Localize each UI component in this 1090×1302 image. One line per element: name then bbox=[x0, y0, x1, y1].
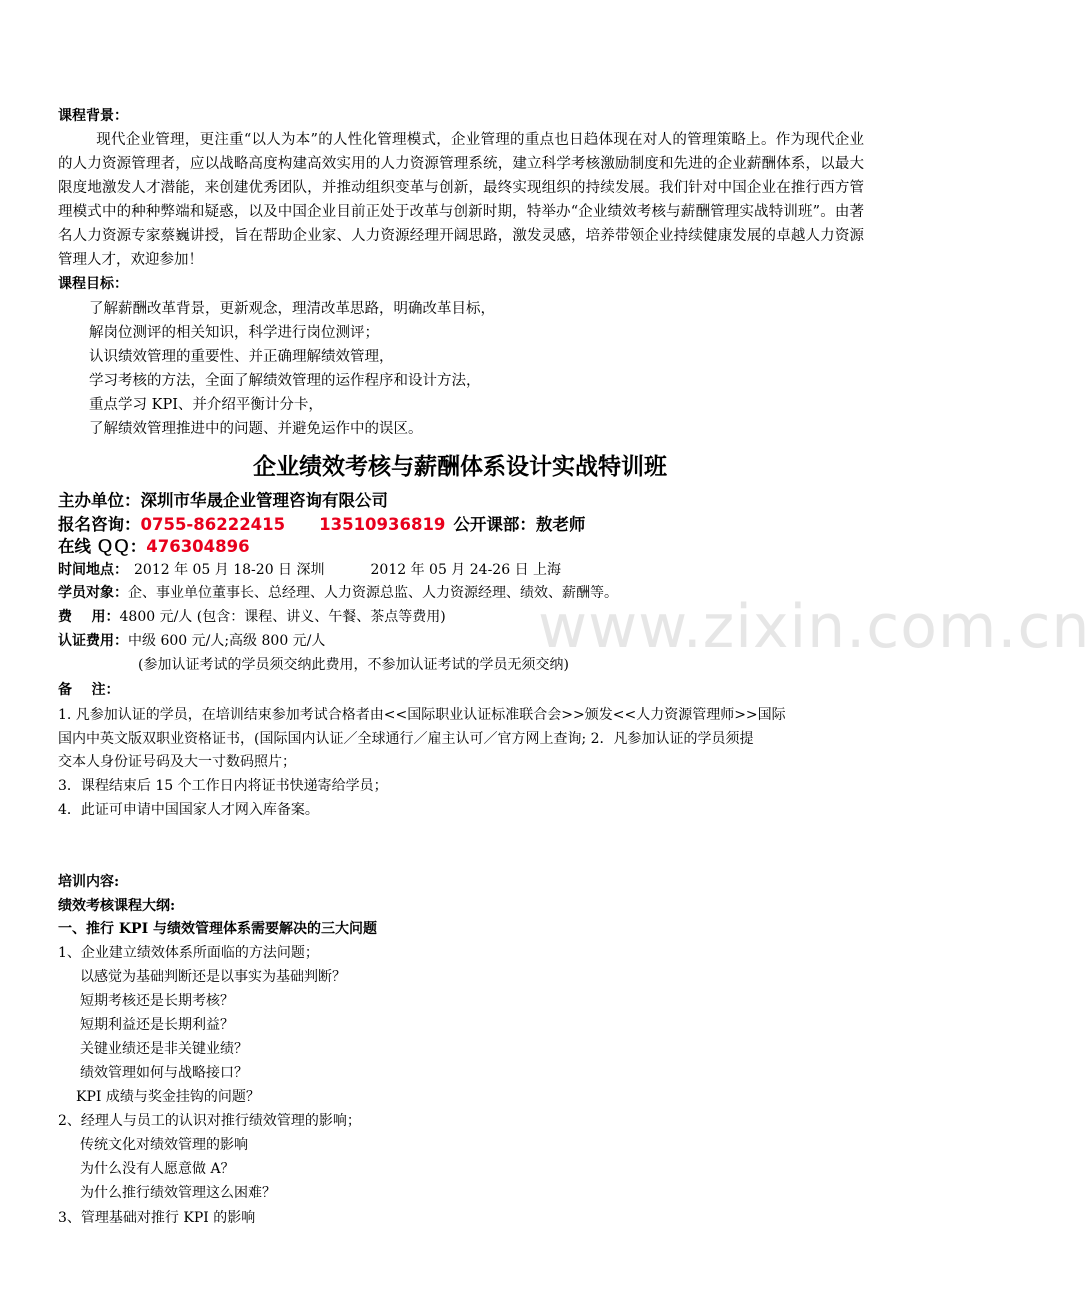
outline-subitem: 短期考核还是长期考核？ bbox=[80, 993, 234, 1009]
schedule-session-2: 2012 年 05 月 24-26 日 上海 bbox=[370, 562, 562, 578]
audience-value: 企、事业单位董事长、总经理、人力资源总监、人力资源经理、绩效、薪酬等。 bbox=[128, 585, 618, 601]
outline-subitem: 传统文化对绩效管理的影响 bbox=[80, 1137, 248, 1153]
qq-value: 476304896 bbox=[146, 537, 250, 556]
notes-line: 4．此证可申请中国国家人才网入库备案。 bbox=[58, 802, 319, 818]
goals-heading: 课程目标： bbox=[58, 276, 128, 292]
notes-line: 交本人身份证号码及大一寸数码照片； bbox=[58, 754, 296, 770]
notes-line: 国内中英文版双职业资格证书，(国际国内认证／全球通行／雇主认可／官方网上查询; 2．凡参加认证的学员须提 bbox=[58, 731, 754, 747]
goal-item: 认识绩效管理的重要性、并正确理解绩效管理， bbox=[89, 349, 394, 365]
fee-label: 费 用： bbox=[58, 609, 120, 625]
page-title: 企业绩效考核与薪酬体系设计实战特训班 bbox=[253, 453, 667, 480]
goal-item: 解岗位测评的相关知识，科学进行岗位测评； bbox=[89, 325, 379, 341]
outline-subitem: 关键业绩还是非关键业绩？ bbox=[80, 1041, 248, 1057]
outline-subitem: 绩效管理如何与战略接口？ bbox=[80, 1065, 248, 1081]
notes-heading: 备 注： bbox=[58, 682, 120, 698]
outline-item-2: 2、经理人与员工的认识对推行绩效管理的影响； bbox=[58, 1113, 361, 1129]
notes-line: 3．课程结束后 15 个工作日内将证书快递寄给学员； bbox=[58, 778, 388, 794]
section-1-heading: 一、推行 KPI 与绩效管理体系需要解决的三大问题 bbox=[58, 921, 377, 937]
fee-value: 4800 元/人 (包含：课程、讲义、午餐、茶点等费用) bbox=[119, 609, 446, 625]
goal-item: 重点学习 KPI、并介绍平衡计分卡， bbox=[89, 397, 323, 413]
schedule-label: 时间地点： bbox=[58, 562, 128, 578]
notes-line: 1. 凡参加认证的学员，在培训结束参加考试合格者由<<国际职业认证标准联合会>>颁发<<人力资源管理师>>国际 bbox=[58, 707, 786, 723]
outline-subitem: 为什么没有人愿意做 A？ bbox=[80, 1161, 235, 1177]
dept-value: 敖老师 bbox=[535, 515, 586, 534]
outline-subitem: 短期利益还是长期利益？ bbox=[80, 1017, 234, 1033]
outline-item-1: 1、企业建立绩效体系所面临的方法问题； bbox=[58, 945, 319, 961]
organizer-label: 主办单位： bbox=[58, 491, 141, 510]
goal-item: 学习考核的方法，全面了解绩效管理的运作程序和设计方法， bbox=[89, 373, 481, 389]
cert-fee-line bbox=[58, 631, 325, 651]
dept-label: 公开课部： bbox=[453, 515, 536, 534]
content-heading: 培训内容: bbox=[58, 874, 120, 890]
schedule-session-1: 2012 年 05 月 18-20 日 深圳 bbox=[134, 562, 325, 578]
cert-fee-label: 认证费用： bbox=[58, 633, 128, 649]
qq-line bbox=[58, 536, 250, 558]
outline-item-3: 3、管理基础对推行 KPI 的影响 bbox=[58, 1210, 256, 1226]
contact-line bbox=[58, 514, 585, 536]
contact-label: 报名咨询： bbox=[58, 515, 141, 534]
background-text: 现代企业管理，更注重“以人为本”的人性化管理模式，企业管理的重点也日趋体现在对人的管理策略上。作为现代企业的人力资源管理者，应以战略高度构建高效实用的人力资源管理系统，建立科学考核激励制度和先进的企业薪酬体系，以最大限度地激发人才潜能，来创建优秀团队，并推动组织变革与创新，最终实现组织的持续发展。我们针对中国企业在推行西方管理模式中的种种弊端和疑惑，以及中国企业目前正处于改革与创新时期，特举办“企业绩效考核与薪酬管理实战特训班”。由著名人力资源专家蔡巍讲授，旨在帮助企业家、人力资源经理开阔思路，激发灵感，培养带领企业持续健康发展的卓越人力资源管理人才，欢迎参加！ bbox=[58, 132, 864, 268]
phone-2: 13510936819 bbox=[319, 515, 446, 534]
cert-fee-note: (参加认证考试的学员须交纳此费用，不参加认证考试的学员无须交纳) bbox=[138, 657, 569, 673]
fee-line bbox=[58, 607, 446, 627]
outline-subitem: 为什么推行绩效管理这么困难？ bbox=[80, 1185, 276, 1201]
schedule-line bbox=[58, 560, 561, 580]
watermark: www.zixin.com.cn bbox=[538, 592, 1090, 662]
outline-subitem: 以感觉为基础判断还是以事实为基础判断？ bbox=[80, 969, 346, 985]
outline-subitem: KPI 成绩与奖金挂钩的问题？ bbox=[76, 1089, 260, 1105]
goal-item: 了解薪酬改革背景，更新观念，理清改革思路，明确改革目标， bbox=[89, 301, 495, 317]
phone-1: 0755-86222415 bbox=[140, 515, 286, 534]
qq-label: 在线 ＱＱ： bbox=[58, 537, 147, 556]
outline-heading: 绩效考核课程大纲: bbox=[58, 898, 176, 914]
goal-item: 了解绩效管理推进中的问题、并避免运作中的误区。 bbox=[89, 421, 423, 437]
audience-label: 学员对象： bbox=[58, 585, 128, 601]
organizer-line bbox=[58, 490, 388, 512]
organizer-value: 深圳市华晟企业管理咨询有限公司 bbox=[140, 491, 388, 510]
cert-fee-value: 中级 600 元/人;高级 800 元/人 bbox=[128, 633, 326, 649]
background-paragraph bbox=[58, 128, 864, 272]
background-heading: 课程背景： bbox=[58, 108, 128, 124]
audience-line bbox=[58, 583, 618, 603]
